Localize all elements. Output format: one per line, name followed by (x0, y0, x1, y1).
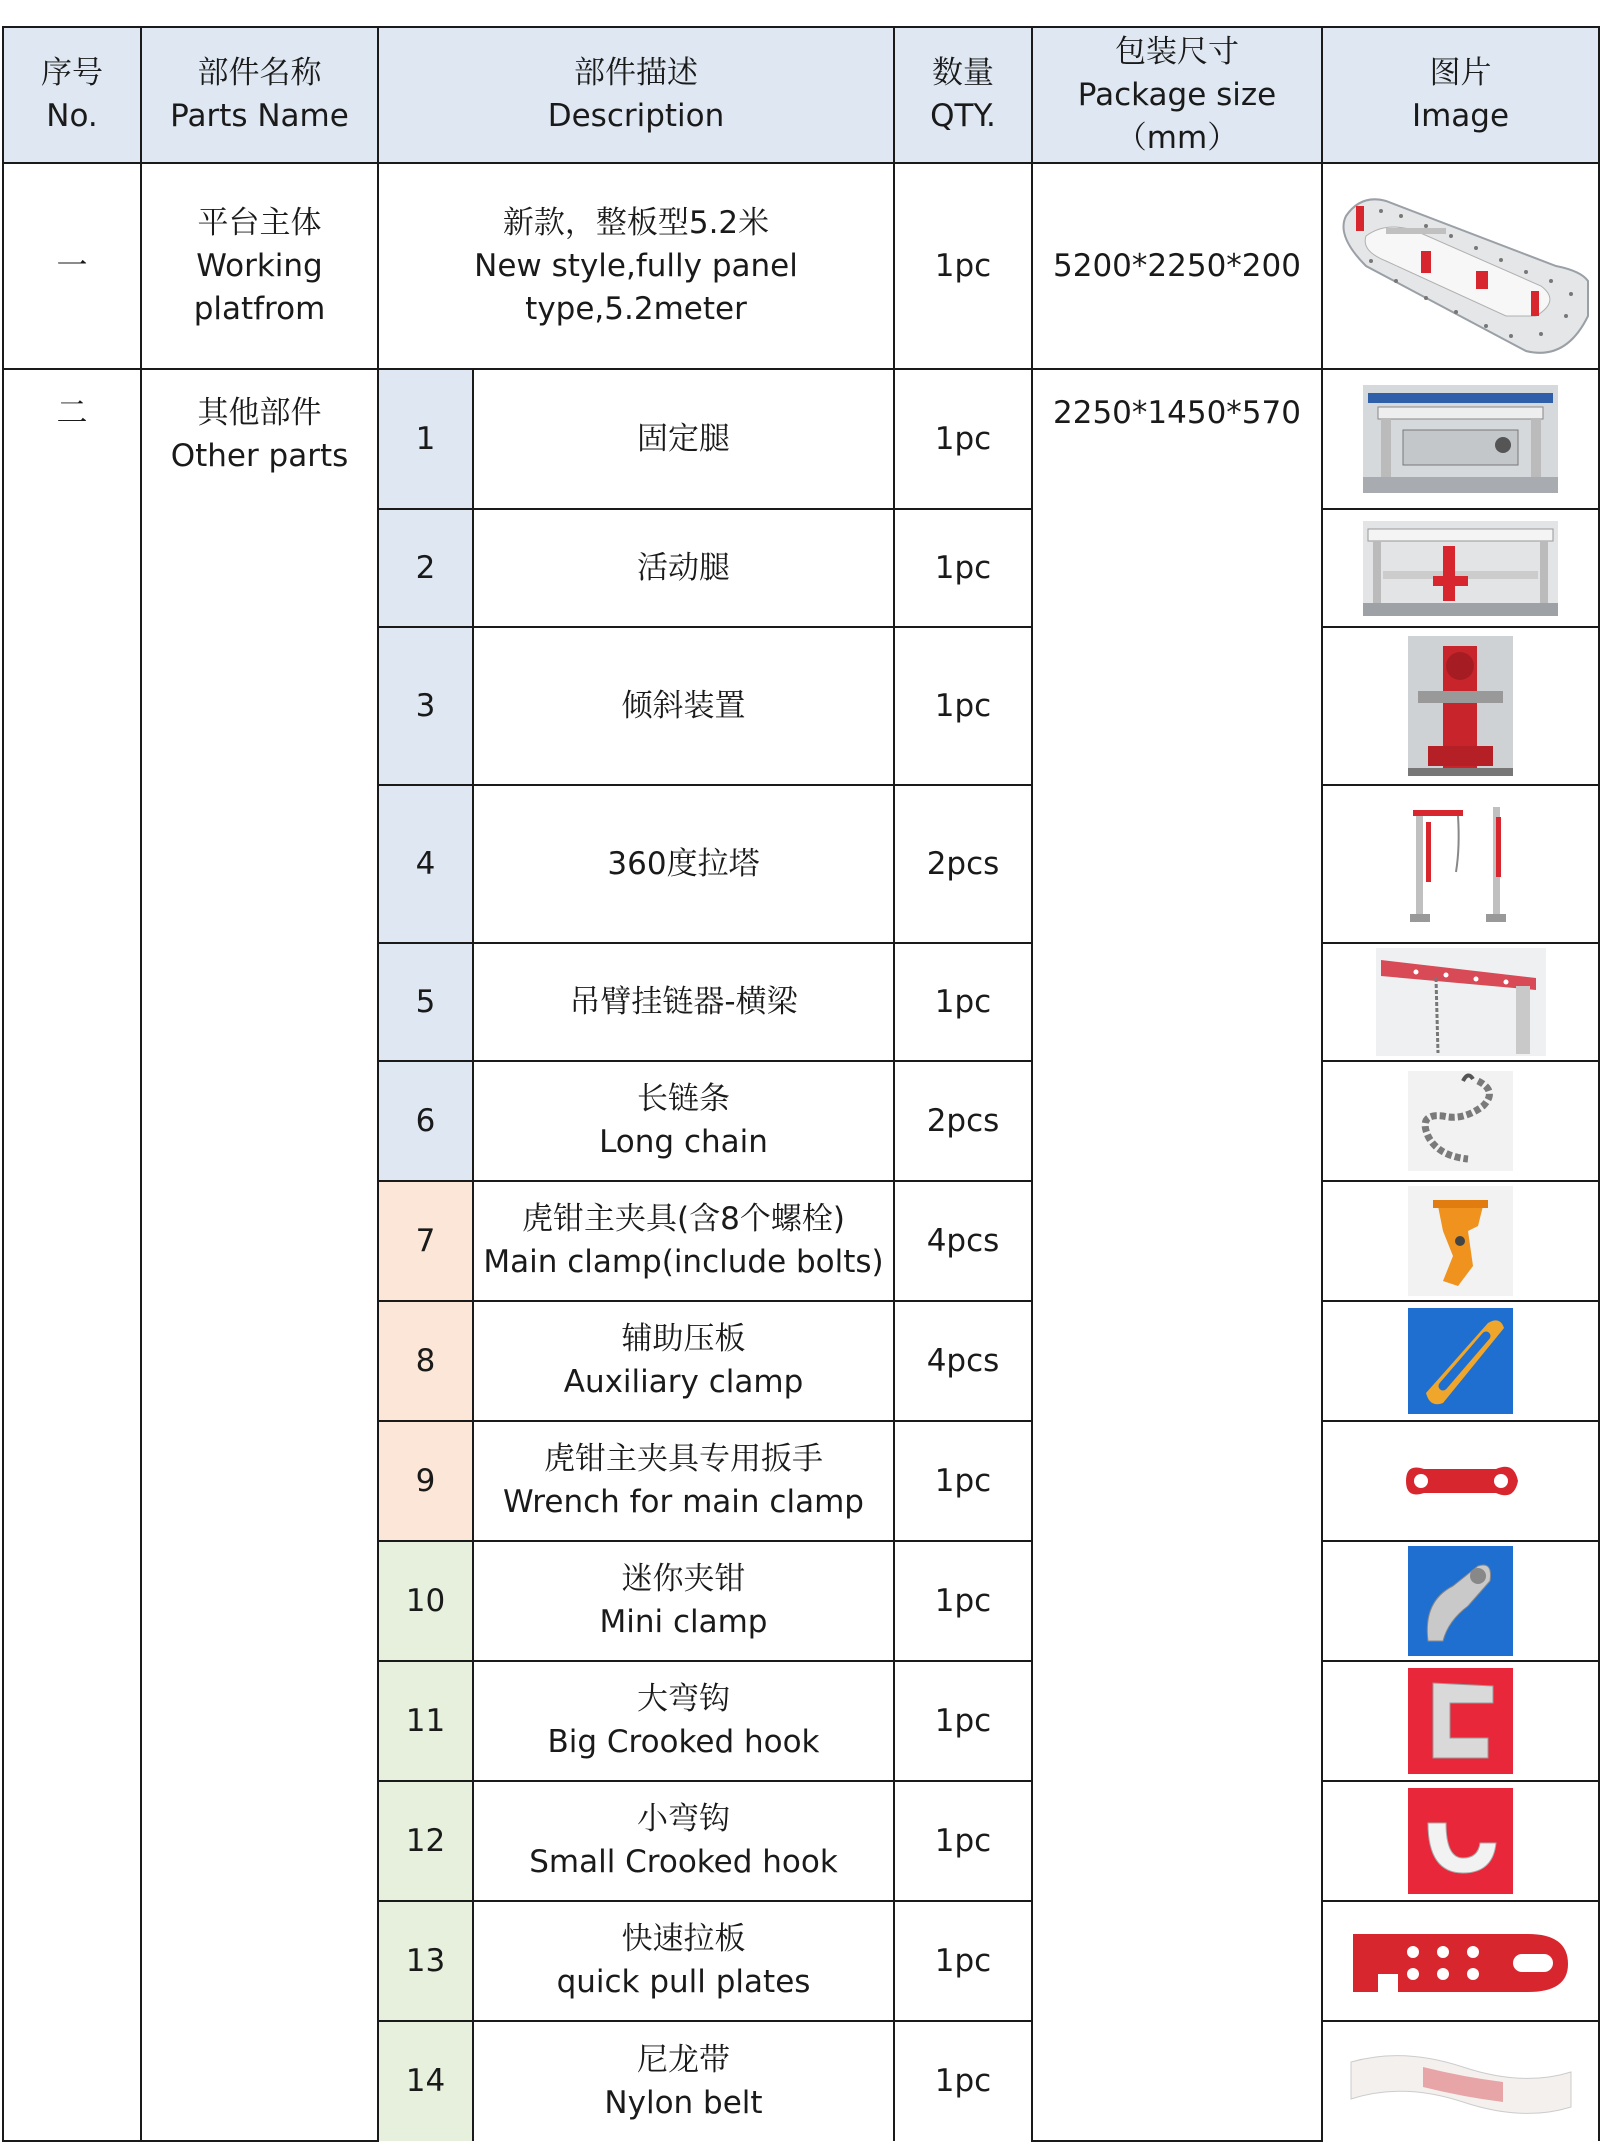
item-description: 吊臂挂链器-横梁 (473, 943, 894, 1061)
parts-list-table (2, 26, 1600, 2142)
group-parts-name: 其他部件 Other parts (141, 369, 378, 2141)
item-description: 尼龙带 Nylon belt (473, 2021, 894, 2141)
item-qty: 1pc (894, 943, 1032, 1061)
movable-leg-photo (1322, 509, 1599, 627)
item-description: 倾斜装置 (473, 627, 894, 785)
group-number: 一 (3, 163, 141, 369)
header-package-size: 包装尺寸 Package size （mm） (1032, 27, 1322, 163)
item-description: 迷你夹钳 Mini clamp (473, 1541, 894, 1661)
item-qty: 1pc (894, 1421, 1032, 1541)
item-description: 虎钳主夹具(含8个螺栓) Main clamp(include bolts) (473, 1181, 894, 1301)
pulling-tower-photo (1322, 785, 1599, 943)
item-qty: 1pc (894, 627, 1032, 785)
item-qty: 2pcs (894, 785, 1032, 943)
working-platform-photo (1322, 163, 1599, 369)
table-row (3, 369, 1599, 509)
wrench-photo (1322, 1421, 1599, 1541)
header-description: 部件描述 Description (378, 27, 894, 163)
item-qty: 1pc (894, 1901, 1032, 2021)
item-description: 小弯钩 Small Crooked hook (473, 1781, 894, 1901)
item-number: 4 (378, 785, 473, 943)
item-description: 大弯钩 Big Crooked hook (473, 1661, 894, 1781)
item-qty: 1pc (894, 1661, 1032, 1781)
item-description: 快速拉板 quick pull plates (473, 1901, 894, 2021)
item-qty: 1pc (894, 2021, 1032, 2141)
header-qty: 数量 QTY. (894, 27, 1032, 163)
group-parts-name: 平台主体 Working platfrom (141, 163, 378, 369)
item-number: 12 (378, 1781, 473, 1901)
item-qty: 2pcs (894, 1061, 1032, 1181)
item-number: 7 (378, 1181, 473, 1301)
item-description: 固定腿 (473, 369, 894, 509)
boom-beam-photo (1322, 943, 1599, 1061)
group-description: 新款，整板型5.2米 New style,fully panel type,5.2meter (378, 163, 894, 369)
group-package-size: 2250*1450*570 (1032, 369, 1322, 2141)
item-number: 2 (378, 509, 473, 627)
mini-clamp-photo (1322, 1541, 1599, 1661)
item-description: 辅助压板 Auxiliary clamp (473, 1301, 894, 1421)
item-number: 10 (378, 1541, 473, 1661)
item-number: 11 (378, 1661, 473, 1781)
item-qty: 1pc (894, 1781, 1032, 1901)
item-description: 虎钳主夹具专用扳手 Wrench for main clamp (473, 1421, 894, 1541)
item-number: 6 (378, 1061, 473, 1181)
tilt-device-photo (1322, 627, 1599, 785)
item-qty: 1pc (894, 369, 1032, 509)
item-number: 5 (378, 943, 473, 1061)
group-qty: 1pc (894, 163, 1032, 369)
item-number: 1 (378, 369, 473, 509)
header-row (3, 27, 1599, 163)
item-number: 9 (378, 1421, 473, 1541)
table-row (3, 163, 1599, 369)
header-no: 序号 No. (3, 27, 141, 163)
item-description: 360度拉塔 (473, 785, 894, 943)
group-number: 二 (3, 369, 141, 2141)
item-qty: 1pc (894, 1541, 1032, 1661)
item-qty: 4pcs (894, 1181, 1032, 1301)
header-image: 图片 Image (1322, 27, 1599, 163)
item-number: 3 (378, 627, 473, 785)
item-qty: 1pc (894, 509, 1032, 627)
pull-plate-photo (1322, 1901, 1599, 2021)
item-number: 14 (378, 2021, 473, 2141)
item-description: 活动腿 (473, 509, 894, 627)
group-package-size: 5200*2250*200 (1032, 163, 1322, 369)
item-number: 13 (378, 1901, 473, 2021)
main-clamp-photo (1322, 1181, 1599, 1301)
nylon-belt-photo (1322, 2021, 1599, 2141)
item-qty: 4pcs (894, 1301, 1032, 1421)
small-hook-photo (1322, 1781, 1599, 1901)
fixed-leg-photo (1322, 369, 1599, 509)
big-hook-photo (1322, 1661, 1599, 1781)
item-description: 长链条 Long chain (473, 1061, 894, 1181)
header-parts-name: 部件名称 Parts Name (141, 27, 378, 163)
auxiliary-clamp-photo (1322, 1301, 1599, 1421)
item-number: 8 (378, 1301, 473, 1421)
chain-photo (1322, 1061, 1599, 1181)
